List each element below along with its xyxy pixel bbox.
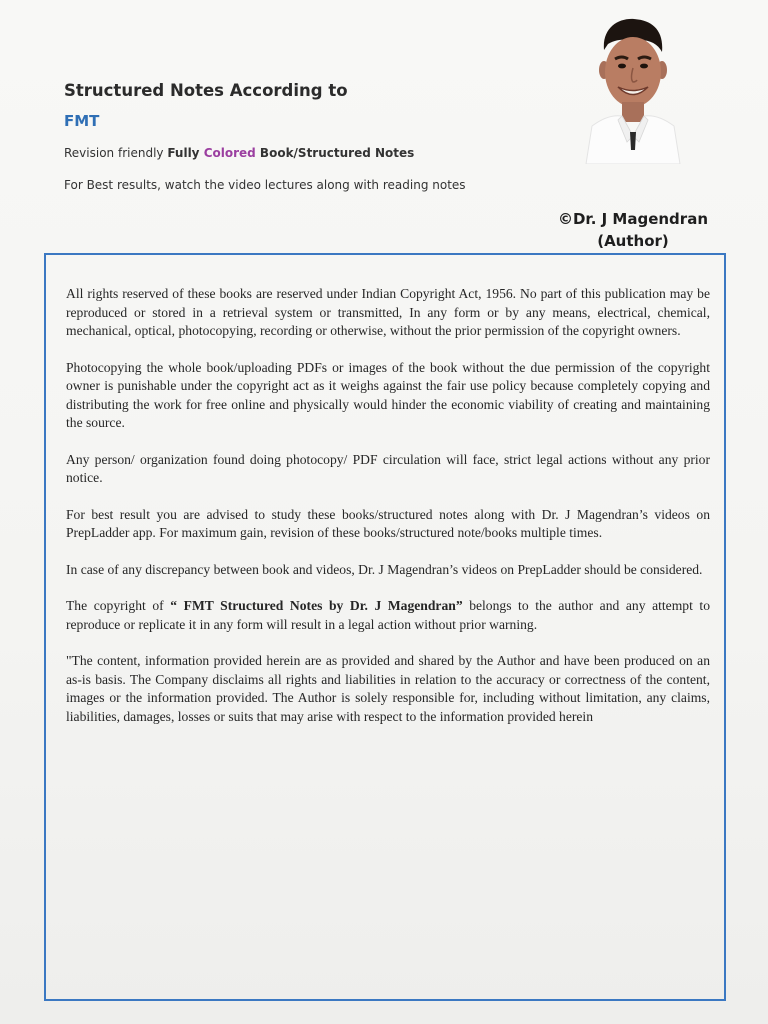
- copyright-after: belongs to the author and any attempt to reproduce or replicate it in any form will result in a legal action without prior warning.: [66, 598, 711, 632]
- revision-suffix: Book/Structured Notes: [255, 146, 415, 160]
- notice-paragraph-best-result: For best result you are advised to study these books/structured notes along with Dr. J Magendran’s videos on PrepLadder app. For maximum gain, revision of these books/structured note/books multiple times.: [66, 506, 710, 540]
- copyright-before: The copyright of: [66, 598, 171, 613]
- copyright-notice-text: [66, 285, 710, 744]
- page-title: Structured Notes According to: [64, 81, 348, 100]
- header-block: [64, 80, 534, 194]
- author-role: (Author): [597, 232, 669, 250]
- subject-title: FMT: [64, 112, 100, 130]
- revision-line: [64, 144, 534, 162]
- notice-paragraph-legal-action: Any person/ organization found doing photocopy/ PDF circulation will face, strict legal actions without any prior notice.: [66, 451, 710, 485]
- notice-paragraph-rights: All rights reserved of these books are reserved under Indian Copyright Act, 1956. No part of this publication may be reproduced or stored in a retrieval system or transmitted, In any form or by any means, electrical, chemical, mechanical, optical, photocopying, recording or otherwise, without the prior permission of the copyright owners.: [66, 286, 710, 338]
- author-photo: [578, 14, 688, 164]
- revision-colored: Colored: [203, 146, 256, 160]
- watch-note: For Best results, watch the video lectures along with reading notes: [64, 178, 466, 192]
- copyright-book-title: “ FMT Structured Notes by Dr. J Magendran”: [170, 598, 463, 613]
- revision-fully: Fully: [167, 146, 204, 160]
- notice-paragraph-discrepancy: In case of any discrepancy between book and videos, Dr. J Magendran’s videos on PrepLadder should be considered.: [66, 561, 703, 577]
- notice-paragraph-photocopying: Photocopying the whole book/uploading PDFs or images of the book without the due permission of the copyright owner is punishable under the copyright act as it weighs against the fair use policy because completely copying and distributing the work for free online and physically would hinder the economic viability of creating and maintaining the source.: [66, 359, 710, 430]
- author-credit: [548, 208, 718, 252]
- notice-paragraph-disclaimer: "The content, information provided herein are as provided and shared by the Author and have been produced on an as-is basis. The Company disclaims all rights and liabilities in relation to the accuracy or correctness of the content, images or the information provided. The Author is solely responsible for, including without limitation, any claims, liabilities, damages, losses or suits that may arise with respect to the information provided herein: [66, 653, 710, 724]
- author-name: ©Dr. J Magendran: [557, 210, 708, 228]
- copyright-notice-box: [44, 253, 726, 1001]
- revision-prefix: Revision friendly: [64, 146, 168, 160]
- notice-paragraph-copyright: [66, 597, 710, 634]
